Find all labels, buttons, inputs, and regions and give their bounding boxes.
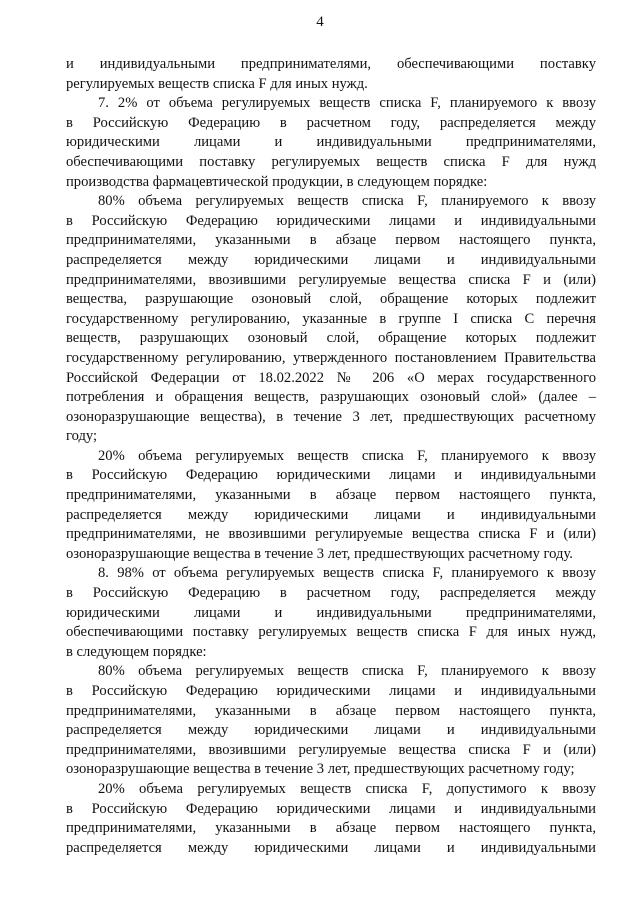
text-line: в Российскую Федерацию в расчетном году, распределяется между <box>66 585 596 602</box>
text-line: в Российскую Федерацию юридическими лицами и индивидуальными <box>66 800 596 817</box>
text-line: производства фармацевтической продукции, в следующем порядке: <box>66 173 488 190</box>
text-line: озоноразрушающие вещества в течение 3 лет, предшествующих расчетному году; <box>66 761 575 778</box>
text-line: 20% объема регулируемых веществ списка F, допустимого к ввозу <box>98 780 596 797</box>
paragraph <box>66 447 596 565</box>
text-line: 7. 2% от объема регулируемых веществ списка F, планируемого к ввозу <box>98 95 596 112</box>
text-line: в Российскую Федерацию юридическими лицами и индивидуальными <box>66 212 596 229</box>
text-line: году; <box>66 428 98 445</box>
paragraph <box>66 564 596 662</box>
text-line: озоноразрушающие вещества в течение 3 лет, предшествующих расчетному году. <box>66 545 573 562</box>
text-line: предпринимателями, указанными в абзаце первом настоящего пункта, <box>66 232 596 249</box>
text-line: веществ, разрушающих озоновый слой, обращение которых подлежит <box>66 330 596 347</box>
text-line: в Российскую Федерацию юридическими лицами и индивидуальными <box>66 683 596 699</box>
paragraph <box>66 780 596 858</box>
text-line: и индивидуальными предпринимателями, обеспечивающими поставку <box>66 56 596 72</box>
text-line: предпринимателями, указанными в абзаце первом настоящего пункта, <box>66 702 596 719</box>
page-number: 4 <box>316 14 324 30</box>
text-line: обеспечивающими поставку регулируемых веществ списка F для иных нужд, <box>66 624 596 641</box>
text-line: обеспечивающими поставку регулируемых веществ списка F для нужд <box>66 153 596 170</box>
paragraph <box>66 192 596 447</box>
text-line: озоноразрушающие вещества), в течение 3 лет, предшествующих расчетному <box>66 408 596 425</box>
text-line: в Российскую Федерацию в расчетном году, распределяется между <box>66 114 596 131</box>
text-line: юридическими лицами и индивидуальными предпринимателями, <box>66 134 596 151</box>
text-line: 8. 98% от объема регулируемых веществ списка F, планируемого к ввозу <box>98 565 596 582</box>
text-line: предпринимателями, указанными в абзаце первом настоящего пункта, <box>66 487 596 504</box>
text-line: в следующем порядке: <box>66 643 207 660</box>
text-line: Российской Федерации от 18.02.2022 № 206 «О мерах государственного <box>66 369 596 386</box>
text-line: государственному регулированию, указанные в группе I списка С перечня <box>66 310 596 327</box>
text-line: 80% объема регулируемых веществ списка F, планируемого к ввозу <box>98 193 596 210</box>
text-line: регулируемых веществ списка F для иных нужд. <box>66 75 368 92</box>
text-line: юридическими лицами и индивидуальными предпринимателями, <box>66 604 596 621</box>
text-line: распределяется между юридическими лицами и индивидуальными <box>66 506 596 523</box>
paragraph <box>66 55 596 94</box>
paragraph <box>66 662 596 780</box>
document-body <box>66 55 596 858</box>
text-line: предпринимателями, указанными в абзаце первом настоящего пункта, <box>66 820 596 837</box>
text-line: потребления и обращения веществ, разрушающих озоновый слой» (далее – <box>66 389 596 406</box>
text-line: распределяется между юридическими лицами и индивидуальными <box>66 839 596 856</box>
text-line: 80% объема регулируемых веществ списка F, планируемого к ввозу <box>98 663 596 680</box>
text-line: предпринимателями, ввозившими регулируемые вещества списка F и (или) <box>66 271 596 288</box>
text-line: в Российскую Федерацию юридическими лицами и индивидуальными <box>66 467 596 484</box>
paragraph <box>66 94 596 192</box>
text-line: 20% объема регулируемых веществ списка F, планируемого к ввозу <box>98 447 596 464</box>
text-line: распределяется между юридическими лицами и индивидуальными <box>66 722 596 739</box>
text-line: государственному регулированию, утвержденного постановлением Правительства <box>66 349 596 366</box>
text-line: распределяется между юридическими лицами и индивидуальными <box>66 251 596 268</box>
text-line: предпринимателями, ввозившими регулируемые вещества списка F и (или) <box>66 741 596 758</box>
text-line: вещества, разрушающие озоновый слой, обращение которых подлежит <box>66 291 596 308</box>
text-line: предпринимателями, не ввозившими регулируемые вещества списка F и (или) <box>66 526 596 543</box>
